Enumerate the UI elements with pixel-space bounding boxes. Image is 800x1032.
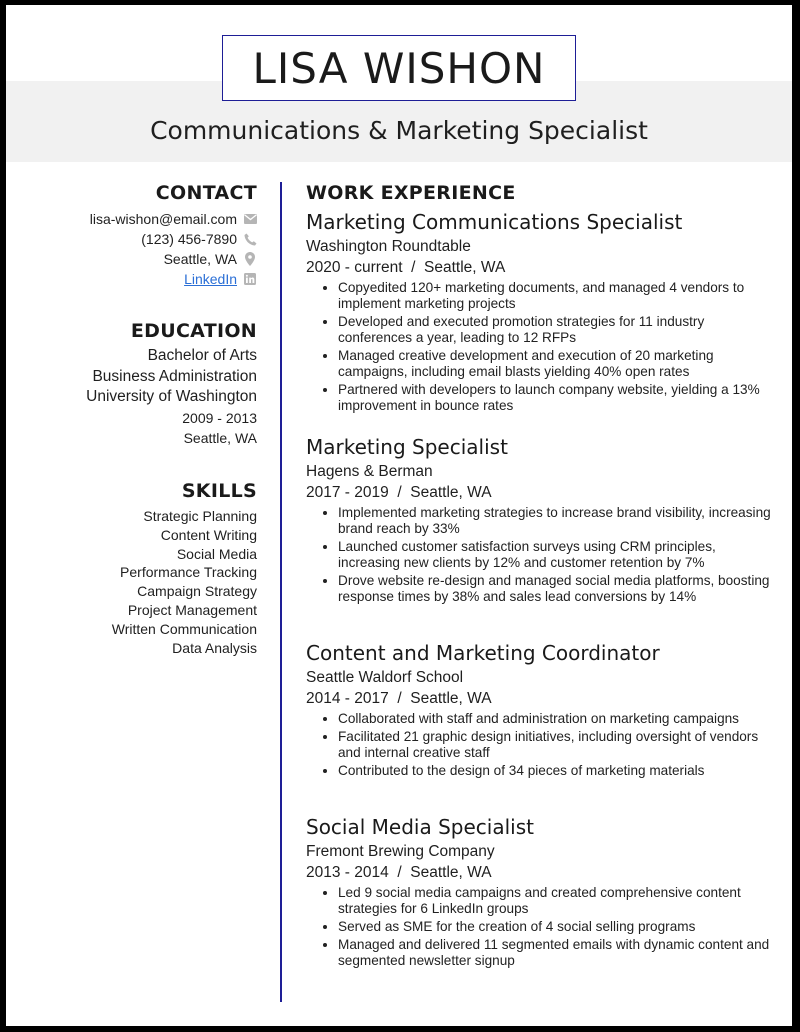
job-location: Seattle, WA: [410, 690, 492, 707]
job-entry: [306, 210, 776, 416]
job-dates-location: 2014 - 2017 / Seattle, WA: [306, 690, 492, 707]
job-bullet: • Implemented marketing strategies to increase brand visibility, increasing brand reach by 33%: [338, 505, 776, 537]
experience-section: [306, 182, 776, 204]
education-section: [7, 320, 257, 448]
skill-item: Performance Tracking: [120, 564, 257, 581]
job-company: Seattle Waldorf School: [306, 669, 464, 686]
column-divider: [280, 182, 282, 1002]
skill-item: Strategic Planning: [143, 508, 257, 524]
job-title: Marketing Communications Specialist: [306, 210, 683, 234]
job-title: Content and Marketing Coordinator: [306, 641, 660, 665]
candidate-title: Communications & Marketing Specialist: [150, 116, 648, 145]
job-location: Seattle, WA: [410, 484, 492, 501]
education-years: 2009 - 2013: [182, 409, 257, 426]
job-bullet: • Managed creative development and execution of 20 marketing campaigns, including email blasts yielding 40% open rates: [338, 348, 776, 380]
contact-section: [7, 182, 257, 289]
phone-text: (123) 456-7890: [141, 231, 237, 247]
job-title: Social Media Specialist: [306, 815, 534, 839]
location-pin-icon: [243, 252, 257, 266]
location-text: Seattle, WA: [163, 251, 237, 267]
job-bullets: [306, 711, 776, 779]
skill-item: Written Communication: [111, 620, 257, 637]
job-company: Washington Roundtable: [306, 238, 471, 255]
job-entry: [306, 815, 776, 971]
job-bullet: • Managed and delivered 11 segmented emails with dynamic content and segmented newsletter signup: [338, 937, 776, 969]
job-location: Seattle, WA: [424, 259, 506, 276]
job-bullet: • Copyedited 120+ marketing documents, and managed 4 vendors to implement marketing projects: [338, 280, 776, 312]
job-bullet: • Drove website re-design and managed social media platforms, boosting response times by 38% and sales lead conversions by 14%: [338, 573, 776, 605]
resume-page: [6, 5, 792, 1026]
job-dates: 2020 - current: [306, 259, 403, 276]
job-dates-location: 2017 - 2019 / Seattle, WA: [306, 484, 492, 501]
skill-item: Social Media: [176, 545, 257, 562]
job-bullet: • Facilitated 21 graphic design initiatives, including oversight of vendors and internal creative staff: [338, 729, 776, 761]
job-bullet: • Contributed to the design of 34 pieces of marketing materials: [338, 763, 776, 779]
contact-email: [7, 209, 257, 229]
candidate-name: LISA WISHON: [222, 35, 576, 101]
phone-icon: [243, 232, 257, 246]
job-location: Seattle, WA: [410, 864, 492, 881]
job-entry: [306, 641, 776, 781]
job-company: Hagens & Berman: [306, 463, 433, 480]
skill-item: Data Analysis: [172, 639, 257, 656]
job-bullet: • Led 9 social media campaigns and created comprehensive content strategies for 6 LinkedIn groups: [338, 885, 776, 917]
skill-item: Project Management: [127, 601, 257, 618]
job-bullet: • Collaborated with staff and administration on marketing campaigns: [338, 711, 776, 727]
job-title: Marketing Specialist: [306, 435, 508, 459]
education-major: Business Administration: [92, 367, 257, 385]
envelope-icon: [243, 212, 257, 226]
education-heading: EDUCATION: [130, 320, 257, 342]
education-school: University of Washington: [86, 388, 257, 405]
skills-section: [7, 480, 257, 657]
job-dates: 2017 - 2019: [306, 484, 389, 501]
linkedin-link[interactable]: LinkedIn: [184, 271, 237, 287]
job-bullets: [306, 505, 776, 605]
job-entry: [306, 435, 776, 607]
job-bullets: [306, 280, 776, 414]
job-bullets: [306, 885, 776, 969]
job-bullet: • Developed and executed promotion strategies for 11 industry conferences a year, leading to 12 RFPs: [338, 314, 776, 346]
job-dates-location: 2020 - current / Seattle, WA: [306, 259, 506, 276]
email-text: lisa-wishon@email.com: [89, 211, 237, 227]
contact-phone: [7, 229, 257, 249]
job-bullet: • Partnered with developers to launch company website, yielding a 13% improvement in bounce rates: [338, 382, 776, 414]
job-dates-location: 2013 - 2014 / Seattle, WA: [306, 864, 492, 881]
job-dates: 2013 - 2014: [306, 864, 389, 881]
contact-linkedin: [7, 269, 257, 289]
skill-item: Campaign Strategy: [137, 583, 257, 600]
skills-heading: SKILLS: [181, 480, 257, 502]
job-bullet: • Served as SME for the creation of 4 social selling programs: [338, 919, 776, 935]
job-bullet: • Launched customer satisfaction surveys using CRM principles, increasing new clients by 12% and customer retention by 7%: [338, 539, 776, 571]
experience-heading: WORK EXPERIENCE: [306, 182, 516, 204]
contact-location: [7, 249, 257, 269]
job-dates: 2014 - 2017: [306, 690, 389, 707]
linkedin-icon[interactable]: [243, 272, 257, 286]
education-degree: Bachelor of Arts: [147, 347, 257, 364]
education-location: Seattle, WA: [183, 429, 257, 446]
contact-heading: CONTACT: [155, 182, 257, 204]
job-company: Fremont Brewing Company: [306, 843, 495, 860]
skill-item: Content Writing: [160, 526, 257, 543]
